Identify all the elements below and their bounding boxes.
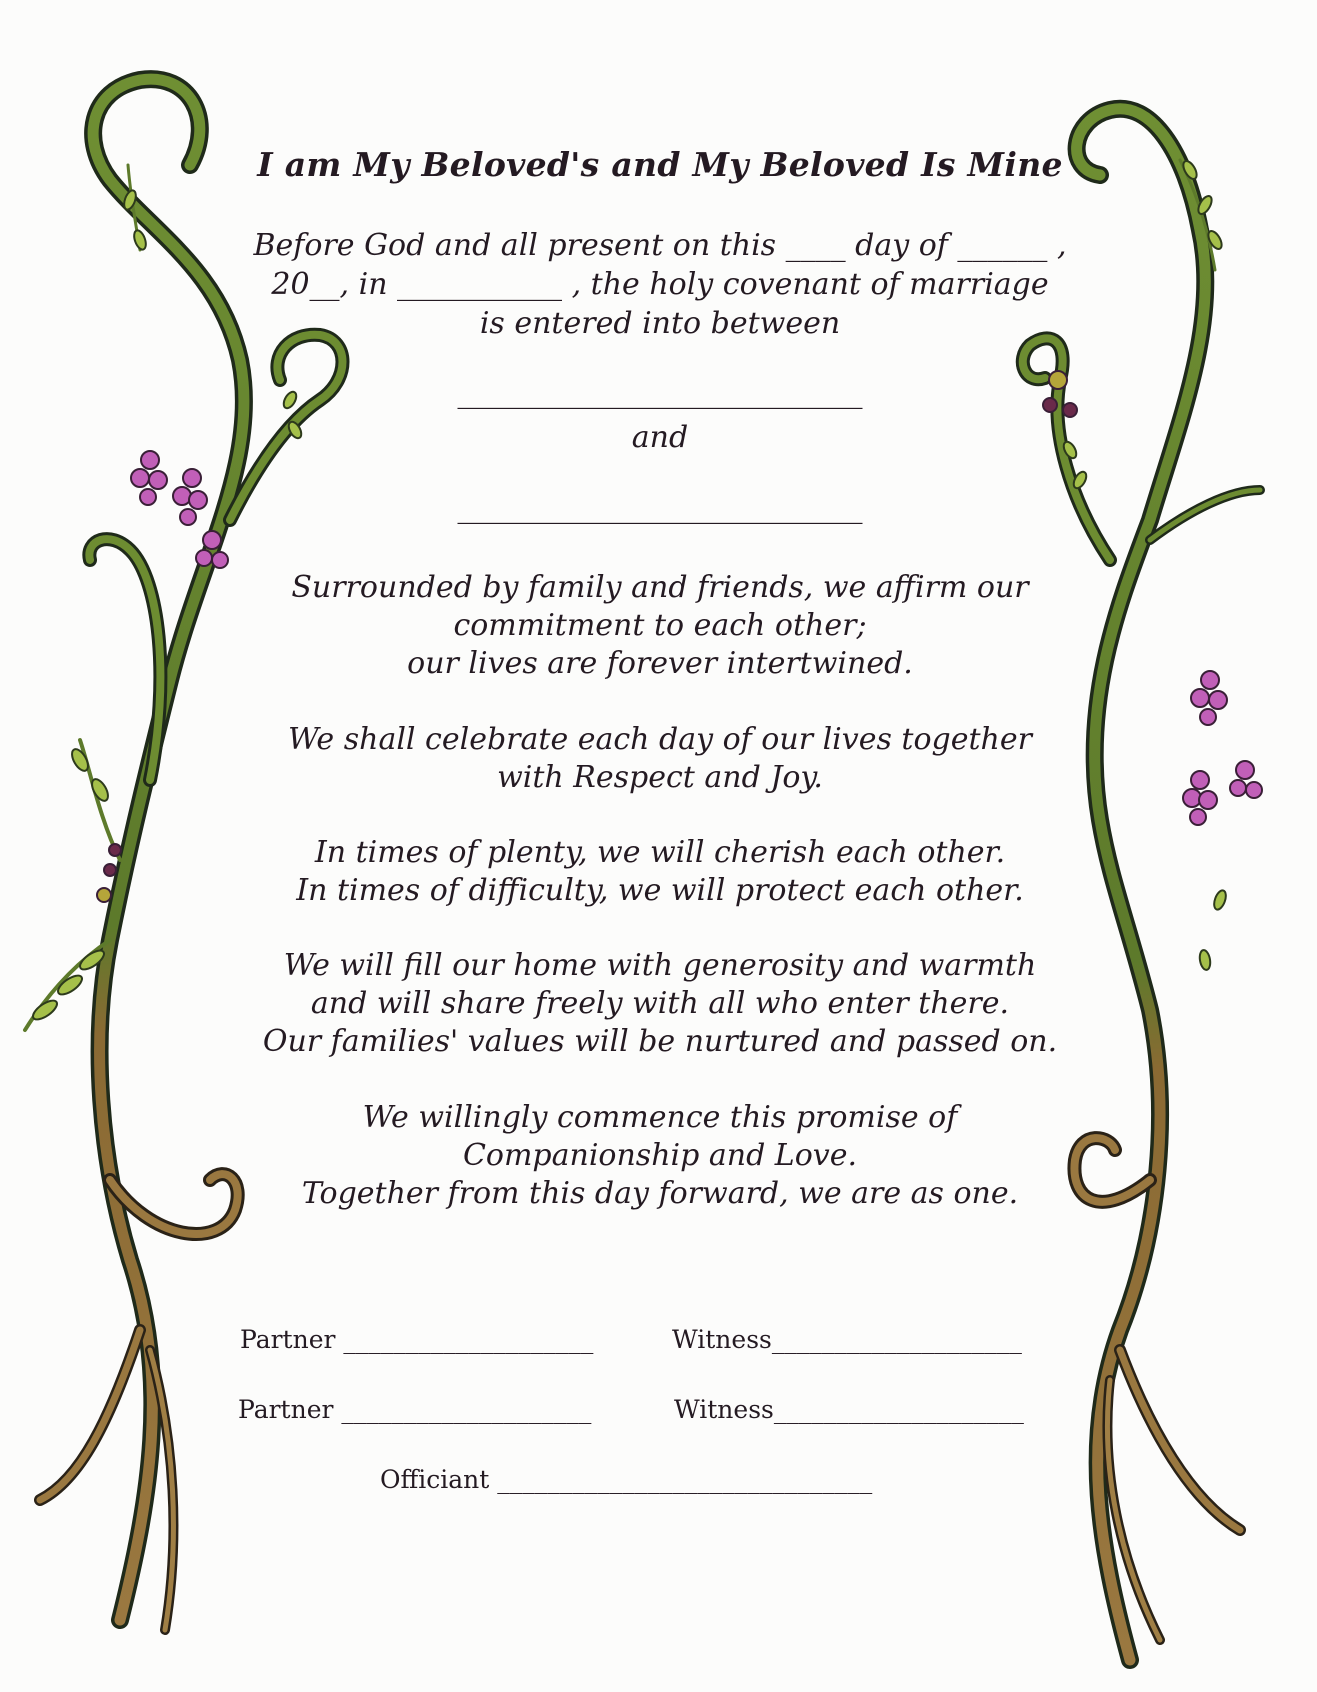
vow-4-line-3: Our families' values will be nurtured and passed on.	[262, 1024, 1058, 1059]
name-line-2: ___________________________	[457, 490, 863, 525]
name-line-1: ___________________________	[457, 375, 863, 410]
vow-1-line-2: commitment to each other;	[453, 608, 867, 643]
partner-1-signature-line[interactable]: Partner ____________________	[240, 1325, 594, 1354]
vow-1-line-3: our lives are forever intertwined.	[407, 646, 913, 681]
vow-3-line-2: In times of difficulty, we will protect each other.	[296, 873, 1024, 908]
vow-4-line-1: We will fill our home with generosity and warmth	[283, 948, 1037, 983]
partner-2-signature-line[interactable]: Partner ____________________	[238, 1395, 592, 1424]
vow-5-line-1: We willingly commence this promise of	[362, 1100, 958, 1135]
vow-1-line-1: Surrounded by family and friends, we affirm our	[291, 570, 1029, 605]
intro-line-2: 20__, in ___________ , the holy covenant of marriage	[271, 267, 1049, 302]
conjunction-and: and	[631, 420, 689, 455]
vow-4-line-2: and will share freely with all who enter there.	[310, 986, 1010, 1021]
vow-5-line-3: Together from this day forward, we are as one.	[301, 1176, 1019, 1211]
witness-2-signature-line[interactable]: Witness____________________	[674, 1395, 1024, 1424]
intro-line-1: Before God and all present on this ____ day of ______ ,	[253, 228, 1067, 263]
officiant-signature-line[interactable]: Officiant ______________________________	[380, 1465, 873, 1494]
certificate-text	[230, 0, 1090, 1692]
vow-2-line-2: with Respect and Joy.	[497, 760, 823, 795]
vow-2-line-1: We shall celebrate each day of our lives together	[288, 722, 1032, 757]
intro-line-3: is entered into between	[479, 306, 841, 341]
vow-3-line-1: In times of plenty, we will cherish each other.	[314, 835, 1006, 870]
witness-1-signature-line[interactable]: Witness____________________	[672, 1325, 1022, 1354]
certificate-title: I am My Beloved's and My Beloved Is Mine	[257, 145, 1063, 184]
vow-5-line-2: Companionship and Love.	[462, 1138, 858, 1173]
